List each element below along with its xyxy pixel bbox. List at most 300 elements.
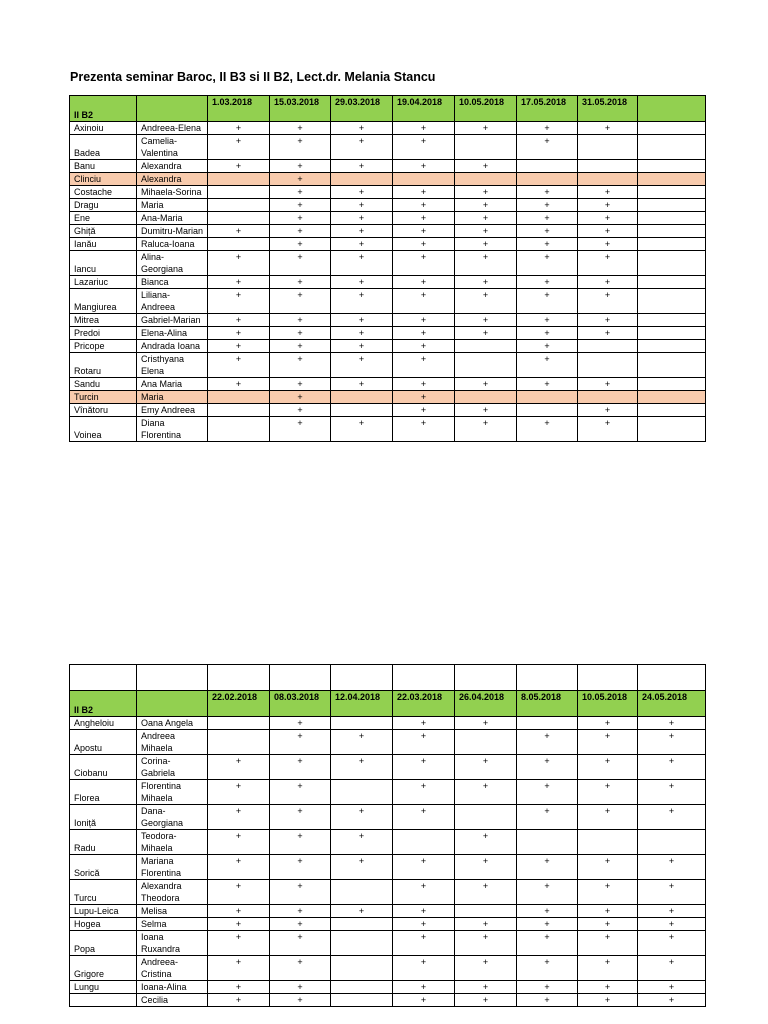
surname-cell: Apostu: [70, 730, 137, 755]
attendance-mark: +: [331, 314, 393, 327]
attendance-mark: +: [208, 880, 270, 905]
surname-cell: Ghiță: [70, 225, 137, 238]
attendance-mark: +: [393, 314, 455, 327]
group-label: II B2: [70, 96, 137, 122]
attendance-mark: +: [208, 805, 270, 830]
table-row: [70, 755, 706, 780]
given-name-cell: Cristhyana Elena: [137, 353, 208, 378]
attendance-mark: [638, 404, 706, 417]
given-name-cell: Emy Andreea: [137, 404, 208, 417]
given-name-cell: Melisa: [137, 905, 208, 918]
table-row: [70, 830, 706, 855]
attendance-mark: +: [517, 918, 578, 931]
attendance-mark: +: [208, 251, 270, 276]
attendance-mark: +: [455, 931, 517, 956]
surname-cell: Lungu: [70, 981, 137, 994]
attendance-mark: +: [455, 780, 517, 805]
attendance-mark: [455, 340, 517, 353]
attendance-mark: +: [578, 122, 638, 135]
given-name-cell: Alexandra: [137, 173, 208, 186]
table-row: [70, 855, 706, 880]
given-name-cell: Dumitru-Marian: [137, 225, 208, 238]
attendance-mark: +: [393, 855, 455, 880]
attendance-mark: +: [455, 717, 517, 730]
empty-cell: [208, 665, 270, 691]
attendance-mark: +: [270, 186, 331, 199]
attendance-mark: +: [578, 225, 638, 238]
attendance-mark: +: [270, 994, 331, 1007]
attendance-mark: +: [517, 199, 578, 212]
attendance-mark: +: [331, 135, 393, 160]
attendance-mark: +: [331, 805, 393, 830]
attendance-mark: [331, 404, 393, 417]
attendance-mark: [331, 880, 393, 905]
table-row: [70, 327, 706, 340]
date-header: 10.05.2018: [455, 96, 517, 122]
table-row: [70, 122, 706, 135]
attendance-mark: +: [393, 391, 455, 404]
attendance-mark: +: [455, 160, 517, 173]
attendance-mark: +: [578, 755, 638, 780]
attendance-mark: [331, 981, 393, 994]
surname-cell: Ene: [70, 212, 137, 225]
attendance-mark: [638, 251, 706, 276]
attendance-mark: +: [270, 730, 331, 755]
empty-cell: [331, 665, 393, 691]
attendance-mark: +: [331, 905, 393, 918]
attendance-mark: +: [455, 855, 517, 880]
attendance-mark: +: [393, 276, 455, 289]
attendance-mark: +: [331, 755, 393, 780]
attendance-mark: +: [331, 225, 393, 238]
empty-cell: [270, 665, 331, 691]
table-row: [70, 160, 706, 173]
attendance-mark: +: [331, 276, 393, 289]
attendance-mark: +: [270, 905, 331, 918]
attendance-mark: +: [331, 160, 393, 173]
surname-cell: Clinciu: [70, 173, 137, 186]
attendance-mark: +: [393, 122, 455, 135]
attendance-mark: [331, 918, 393, 931]
given-name-cell: Selma: [137, 918, 208, 931]
attendance-mark: +: [208, 956, 270, 981]
attendance-mark: +: [331, 417, 393, 442]
attendance-mark: +: [517, 780, 578, 805]
attendance-mark: +: [393, 905, 455, 918]
given-name-cell: Andreea-Elena: [137, 122, 208, 135]
empty-cell: [393, 665, 455, 691]
attendance-mark: +: [517, 905, 578, 918]
attendance-mark: +: [208, 931, 270, 956]
attendance-mark: +: [208, 994, 270, 1007]
attendance-mark: +: [270, 327, 331, 340]
attendance-mark: +: [638, 905, 706, 918]
attendance-mark: +: [455, 981, 517, 994]
attendance-mark: +: [393, 327, 455, 340]
given-name-cell: Liliana-Andreea: [137, 289, 208, 314]
attendance-mark: +: [393, 225, 455, 238]
surname-cell: Ianău: [70, 238, 137, 251]
date-header: [638, 96, 706, 122]
given-name-cell: Andrada Ioana: [137, 340, 208, 353]
attendance-mark: [638, 391, 706, 404]
attendance-mark: [331, 956, 393, 981]
attendance-mark: [638, 186, 706, 199]
attendance-mark: +: [393, 780, 455, 805]
attendance-mark: +: [578, 212, 638, 225]
attendance-mark: +: [270, 855, 331, 880]
attendance-mark: [455, 905, 517, 918]
surname-cell: Angheloiu: [70, 717, 137, 730]
table-row: [70, 340, 706, 353]
date-header: 15.03.2018: [270, 96, 331, 122]
attendance-mark: +: [331, 251, 393, 276]
empty-cell: [638, 665, 706, 691]
table-row: [70, 931, 706, 956]
attendance-mark: +: [208, 289, 270, 314]
attendance-mark: [208, 730, 270, 755]
attendance-mark: +: [331, 830, 393, 855]
header-row: [70, 96, 706, 122]
attendance-mark: [638, 417, 706, 442]
given-name-cell: Dana-Georgiana: [137, 805, 208, 830]
table-row: [70, 417, 706, 442]
attendance-mark: +: [517, 981, 578, 994]
attendance-mark: +: [578, 918, 638, 931]
attendance-mark: +: [517, 238, 578, 251]
empty-cell: [70, 665, 137, 691]
surname-cell: Ioniță: [70, 805, 137, 830]
attendance-mark: +: [331, 353, 393, 378]
attendance-mark: [208, 717, 270, 730]
attendance-mark: +: [331, 327, 393, 340]
attendance-mark: [393, 830, 455, 855]
attendance-mark: +: [517, 186, 578, 199]
surname-cell: Radu: [70, 830, 137, 855]
attendance-mark: +: [393, 212, 455, 225]
attendance-mark: +: [517, 378, 578, 391]
date-header: 08.03.2018: [270, 691, 331, 717]
attendance-mark: +: [517, 212, 578, 225]
attendance-mark: +: [270, 717, 331, 730]
attendance-mark: +: [393, 378, 455, 391]
surname-cell: Predoi: [70, 327, 137, 340]
given-name-cell: Ioana-Alina: [137, 981, 208, 994]
date-header: 10.05.2018: [578, 691, 638, 717]
table-row: [70, 994, 706, 1007]
attendance-mark: [638, 327, 706, 340]
attendance-mark: +: [208, 918, 270, 931]
attendance-mark: +: [578, 327, 638, 340]
attendance-mark: [517, 391, 578, 404]
attendance-mark: [455, 135, 517, 160]
attendance-mark: +: [638, 805, 706, 830]
attendance-table-1: [69, 95, 706, 442]
attendance-mark: +: [393, 135, 455, 160]
attendance-mark: +: [517, 994, 578, 1007]
attendance-mark: +: [208, 981, 270, 994]
attendance-mark: +: [208, 340, 270, 353]
attendance-mark: +: [393, 340, 455, 353]
attendance-mark: +: [270, 755, 331, 780]
attendance-mark: +: [578, 855, 638, 880]
attendance-mark: +: [393, 730, 455, 755]
attendance-mark: [517, 160, 578, 173]
attendance-mark: +: [455, 918, 517, 931]
attendance-mark: +: [208, 276, 270, 289]
attendance-mark: +: [578, 880, 638, 905]
attendance-mark: [638, 378, 706, 391]
given-name-cell: Ioana Ruxandra: [137, 931, 208, 956]
date-header: 24.05.2018: [638, 691, 706, 717]
attendance-mark: [331, 994, 393, 1007]
attendance-mark: +: [455, 994, 517, 1007]
header-row: [70, 691, 706, 717]
attendance-mark: +: [331, 378, 393, 391]
attendance-mark: +: [393, 186, 455, 199]
attendance-mark: +: [638, 855, 706, 880]
date-header: 1.03.2018: [208, 96, 270, 122]
attendance-mark: +: [393, 717, 455, 730]
date-header: 26.04.2018: [455, 691, 517, 717]
attendance-mark: +: [208, 122, 270, 135]
attendance-mark: +: [578, 905, 638, 918]
attendance-mark: +: [208, 905, 270, 918]
attendance-mark: +: [393, 238, 455, 251]
attendance-mark: +: [208, 855, 270, 880]
attendance-mark: [578, 340, 638, 353]
surname-cell: Iancu: [70, 251, 137, 276]
attendance-mark: +: [393, 404, 455, 417]
date-header: 22.02.2018: [208, 691, 270, 717]
empty-cell: [578, 665, 638, 691]
attendance-mark: +: [578, 378, 638, 391]
attendance-mark: +: [270, 340, 331, 353]
attendance-mark: +: [270, 417, 331, 442]
attendance-mark: +: [393, 160, 455, 173]
date-header: 22.03.2018: [393, 691, 455, 717]
attendance-mark: +: [517, 251, 578, 276]
date-header: 19.04.2018: [393, 96, 455, 122]
attendance-mark: +: [393, 918, 455, 931]
given-name-cell: Camelia-Valentina: [137, 135, 208, 160]
attendance-mark: +: [208, 314, 270, 327]
attendance-mark: [517, 830, 578, 855]
attendance-mark: +: [270, 173, 331, 186]
attendance-mark: +: [455, 314, 517, 327]
table-row: [70, 225, 706, 238]
attendance-mark: [517, 717, 578, 730]
attendance-mark: +: [208, 225, 270, 238]
surname-cell: Ciobanu: [70, 755, 137, 780]
surname-cell: Lupu-Leica: [70, 905, 137, 918]
given-name-cell: Gabriel-Marian: [137, 314, 208, 327]
attendance-mark: [331, 173, 393, 186]
table-row: [70, 717, 706, 730]
attendance-mark: [393, 173, 455, 186]
attendance-mark: +: [393, 994, 455, 1007]
given-name-cell: Corina-Gabriela: [137, 755, 208, 780]
attendance-mark: +: [578, 314, 638, 327]
attendance-mark: +: [393, 805, 455, 830]
attendance-mark: +: [393, 289, 455, 314]
surname-cell: Rotaru: [70, 353, 137, 378]
header-empty-cell: [137, 691, 208, 717]
attendance-mark: +: [455, 378, 517, 391]
surname-cell: Vînătoru: [70, 404, 137, 417]
attendance-mark: +: [208, 780, 270, 805]
attendance-mark: +: [578, 289, 638, 314]
given-name-cell: Raluca-Ioana: [137, 238, 208, 251]
attendance-mark: [638, 122, 706, 135]
attendance-mark: +: [270, 122, 331, 135]
table-row: [70, 186, 706, 199]
surname-cell: Hogea: [70, 918, 137, 931]
attendance-mark: +: [270, 289, 331, 314]
date-header: 31.05.2018: [578, 96, 638, 122]
given-name-cell: Andreea Mihaela: [137, 730, 208, 755]
surname-cell: Mangiurea: [70, 289, 137, 314]
blank-row: [70, 665, 706, 691]
table-row: [70, 880, 706, 905]
attendance-mark: +: [578, 199, 638, 212]
attendance-mark: +: [638, 780, 706, 805]
group-label: II B2: [70, 691, 137, 717]
attendance-mark: +: [270, 931, 331, 956]
given-name-cell: Teodora-Mihaela: [137, 830, 208, 855]
table-row: [70, 289, 706, 314]
attendance-mark: [208, 238, 270, 251]
attendance-mark: +: [638, 730, 706, 755]
attendance-mark: +: [270, 251, 331, 276]
attendance-mark: [578, 391, 638, 404]
attendance-mark: +: [517, 956, 578, 981]
attendance-mark: +: [455, 122, 517, 135]
attendance-mark: +: [270, 880, 331, 905]
attendance-mark: +: [455, 199, 517, 212]
given-name-cell: Andreea-Cristina: [137, 956, 208, 981]
attendance-mark: +: [270, 956, 331, 981]
table-row: [70, 212, 706, 225]
given-name-cell: Alina-Georgiana: [137, 251, 208, 276]
attendance-mark: +: [270, 160, 331, 173]
given-name-cell: Ana-Maria: [137, 212, 208, 225]
attendance-mark: +: [270, 918, 331, 931]
attendance-mark: [331, 931, 393, 956]
table-row: [70, 780, 706, 805]
attendance-mark: +: [517, 135, 578, 160]
attendance-mark: +: [517, 880, 578, 905]
attendance-mark: +: [578, 251, 638, 276]
table-row: [70, 251, 706, 276]
table-row: [70, 805, 706, 830]
given-name-cell: Elena-Alina: [137, 327, 208, 340]
attendance-mark: +: [331, 289, 393, 314]
attendance-mark: +: [270, 378, 331, 391]
attendance-mark: +: [638, 994, 706, 1007]
attendance-mark: +: [517, 276, 578, 289]
attendance-mark: +: [331, 212, 393, 225]
attendance-mark: +: [517, 755, 578, 780]
attendance-mark: [638, 238, 706, 251]
attendance-mark: +: [578, 805, 638, 830]
attendance-mark: +: [270, 225, 331, 238]
header-empty-cell: [137, 96, 208, 122]
attendance-mark: +: [517, 340, 578, 353]
empty-cell: [455, 665, 517, 691]
attendance-mark: +: [331, 730, 393, 755]
attendance-mark: [578, 353, 638, 378]
attendance-mark: [331, 780, 393, 805]
attendance-mark: +: [638, 956, 706, 981]
surname-cell: Lazariuc: [70, 276, 137, 289]
given-name-cell: Maria: [137, 391, 208, 404]
attendance-mark: [638, 160, 706, 173]
table-row: [70, 378, 706, 391]
attendance-mark: +: [331, 340, 393, 353]
attendance-mark: [455, 173, 517, 186]
attendance-mark: +: [393, 931, 455, 956]
attendance-mark: +: [455, 830, 517, 855]
table-row: [70, 199, 706, 212]
surname-cell: Costache: [70, 186, 137, 199]
surname-cell: Voinea: [70, 417, 137, 442]
attendance-mark: +: [270, 780, 331, 805]
surname-cell: Popa: [70, 931, 137, 956]
attendance-mark: +: [638, 880, 706, 905]
attendance-mark: [638, 135, 706, 160]
attendance-mark: +: [578, 931, 638, 956]
surname-cell: Mitrea: [70, 314, 137, 327]
attendance-mark: +: [270, 199, 331, 212]
attendance-mark: [638, 340, 706, 353]
surname-cell: Axinoiu: [70, 122, 137, 135]
attendance-mark: +: [638, 918, 706, 931]
surname-cell: Banu: [70, 160, 137, 173]
attendance-mark: +: [393, 755, 455, 780]
attendance-mark: +: [393, 251, 455, 276]
attendance-mark: +: [208, 135, 270, 160]
attendance-mark: +: [517, 225, 578, 238]
attendance-mark: +: [393, 199, 455, 212]
attendance-mark: [578, 830, 638, 855]
attendance-mark: +: [331, 855, 393, 880]
table-row: [70, 314, 706, 327]
given-name-cell: Bianca: [137, 276, 208, 289]
attendance-mark: [455, 353, 517, 378]
attendance-mark: +: [455, 327, 517, 340]
attendance-mark: +: [270, 830, 331, 855]
attendance-mark: +: [517, 327, 578, 340]
attendance-mark: [455, 805, 517, 830]
attendance-mark: +: [638, 755, 706, 780]
given-name-cell: Florentina Mihaela: [137, 780, 208, 805]
attendance-mark: +: [270, 391, 331, 404]
given-name-cell: Alexandra: [137, 160, 208, 173]
page-title: Prezenta seminar Baroc, II B3 si II B2, Lect.dr. Melania Stancu: [70, 70, 436, 84]
attendance-mark: +: [578, 186, 638, 199]
attendance-mark: +: [208, 160, 270, 173]
attendance-mark: [208, 391, 270, 404]
attendance-mark: +: [638, 981, 706, 994]
table-row: [70, 391, 706, 404]
attendance-mark: +: [208, 755, 270, 780]
attendance-mark: +: [517, 931, 578, 956]
attendance-mark: +: [270, 276, 331, 289]
attendance-mark: +: [393, 956, 455, 981]
attendance-mark: +: [393, 353, 455, 378]
table-row: [70, 956, 706, 981]
